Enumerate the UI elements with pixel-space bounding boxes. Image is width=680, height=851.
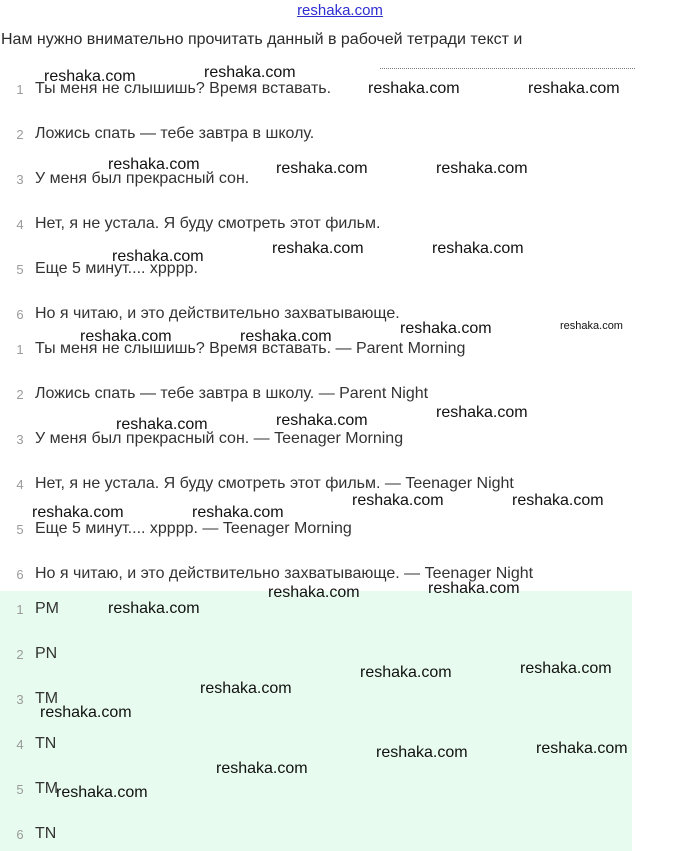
watermark: reshaka.com — [536, 740, 628, 757]
watermark: reshaka.com — [528, 80, 620, 97]
item-number: 3 — [16, 692, 24, 707]
watermark: reshaka.com — [80, 328, 172, 345]
item-text: Ты меня не слышишь? Время вставать. — [35, 80, 332, 97]
watermark: reshaka.com — [520, 660, 612, 677]
list-item — [0, 520, 640, 542]
item-number: 6 — [16, 827, 24, 842]
item-text: Нет, я не устала. Я буду смотреть этот фильм. — [35, 215, 381, 232]
item-number: 5 — [16, 782, 24, 797]
item-text: У меня был прекрасный сон. — Teenager Morning — [35, 430, 404, 447]
watermark: reshaka.com — [276, 412, 368, 429]
item-text: У меня был прекрасный сон. — [35, 170, 250, 187]
list-item — [0, 305, 640, 327]
item-text: TN — [35, 735, 57, 752]
item-text: Нет, я не устала. Я буду смотреть этот фильм. — Teenager Night — [35, 475, 514, 492]
item-number: 1 — [16, 82, 24, 97]
item-text: Ты меня не слышишь? Время вставать. — Parent Morning — [35, 340, 466, 357]
watermark: reshaka.com — [376, 744, 468, 761]
item-text: PN — [35, 645, 58, 662]
list-item — [0, 125, 640, 147]
item-text: Еще 5 минут.... хрррр. — [35, 260, 198, 277]
list-item — [0, 780, 640, 802]
watermark: reshaka.com — [32, 504, 124, 521]
watermark: reshaka.com — [56, 784, 148, 801]
watermark: reshaka.com — [40, 704, 132, 721]
item-text: Ложись спать — тебе завтра в школу. — Parent Night — [35, 385, 429, 402]
item-number: 3 — [16, 172, 24, 187]
list-item — [0, 80, 640, 102]
header-site-link[interactable]: reshaka.com — [297, 2, 383, 19]
watermark: reshaka.com — [432, 240, 524, 257]
watermark: reshaka.com — [116, 416, 208, 433]
watermark: reshaka.com — [360, 664, 452, 681]
watermark: reshaka.com — [352, 492, 444, 509]
watermark: reshaka.com — [368, 80, 460, 97]
watermark: reshaka.com — [204, 64, 296, 81]
item-text: Ложись спать — тебе завтра в школу. — [35, 125, 315, 142]
intro-text: Нам нужно внимательно прочитать данный в рабочей тетради текст и — [1, 31, 523, 48]
watermark: reshaka.com — [272, 240, 364, 257]
item-number: 5 — [16, 262, 24, 277]
watermark: reshaka.com — [240, 328, 332, 345]
list-item — [0, 600, 640, 622]
item-number: 6 — [16, 307, 24, 322]
watermark: reshaka.com — [268, 584, 360, 601]
list-item — [0, 385, 640, 407]
list-item — [0, 825, 640, 847]
item-number: 2 — [16, 127, 24, 142]
list-item — [0, 690, 640, 712]
watermark: reshaka.com — [512, 492, 604, 509]
item-number: 4 — [16, 217, 24, 232]
watermark: reshaka.com — [200, 680, 292, 697]
item-number: 5 — [16, 522, 24, 537]
watermark: reshaka.com — [400, 320, 492, 337]
watermark: reshaka.com — [436, 404, 528, 421]
item-text: PM — [35, 600, 59, 617]
watermark: reshaka.com — [428, 580, 520, 597]
item-number: 4 — [16, 477, 24, 492]
watermark: reshaka.com — [436, 160, 528, 177]
watermark: reshaka.com — [276, 160, 368, 177]
cropped-text-fragment — [380, 68, 635, 71]
item-text: TM — [35, 690, 59, 707]
list-item — [0, 565, 640, 587]
item-number: 6 — [16, 567, 24, 582]
list-item — [0, 260, 640, 282]
item-text: Но я читаю, и это действительно захватывающе. — [35, 305, 400, 322]
item-number: 1 — [16, 342, 24, 357]
watermark: reshaka.com — [108, 156, 200, 173]
watermark: reshaka.com — [44, 68, 136, 85]
item-text: TN — [35, 825, 57, 842]
watermark: reshaka.com — [216, 760, 308, 777]
watermark: reshaka.com — [192, 504, 284, 521]
list-item — [0, 475, 640, 497]
list-item — [0, 340, 640, 362]
item-number: 2 — [16, 647, 24, 662]
watermark: reshaka.com — [112, 248, 204, 265]
list-item — [0, 430, 640, 452]
item-number: 2 — [16, 387, 24, 402]
list-item — [0, 170, 640, 192]
list-item — [0, 645, 640, 667]
watermark: reshaka.com — [108, 600, 200, 617]
item-text: TM — [35, 780, 59, 797]
watermark: reshaka.com — [560, 320, 623, 332]
item-text: Еще 5 минут.... хрррр. — Teenager Morning — [35, 520, 352, 537]
item-text: Но я читаю, и это действительно захватывающе. — Teenager Night — [35, 565, 534, 582]
list-item — [0, 735, 640, 757]
item-number: 3 — [16, 432, 24, 447]
item-number: 1 — [16, 602, 24, 617]
list-item — [0, 215, 640, 237]
item-number: 4 — [16, 737, 24, 752]
answers-panel — [0, 591, 632, 851]
